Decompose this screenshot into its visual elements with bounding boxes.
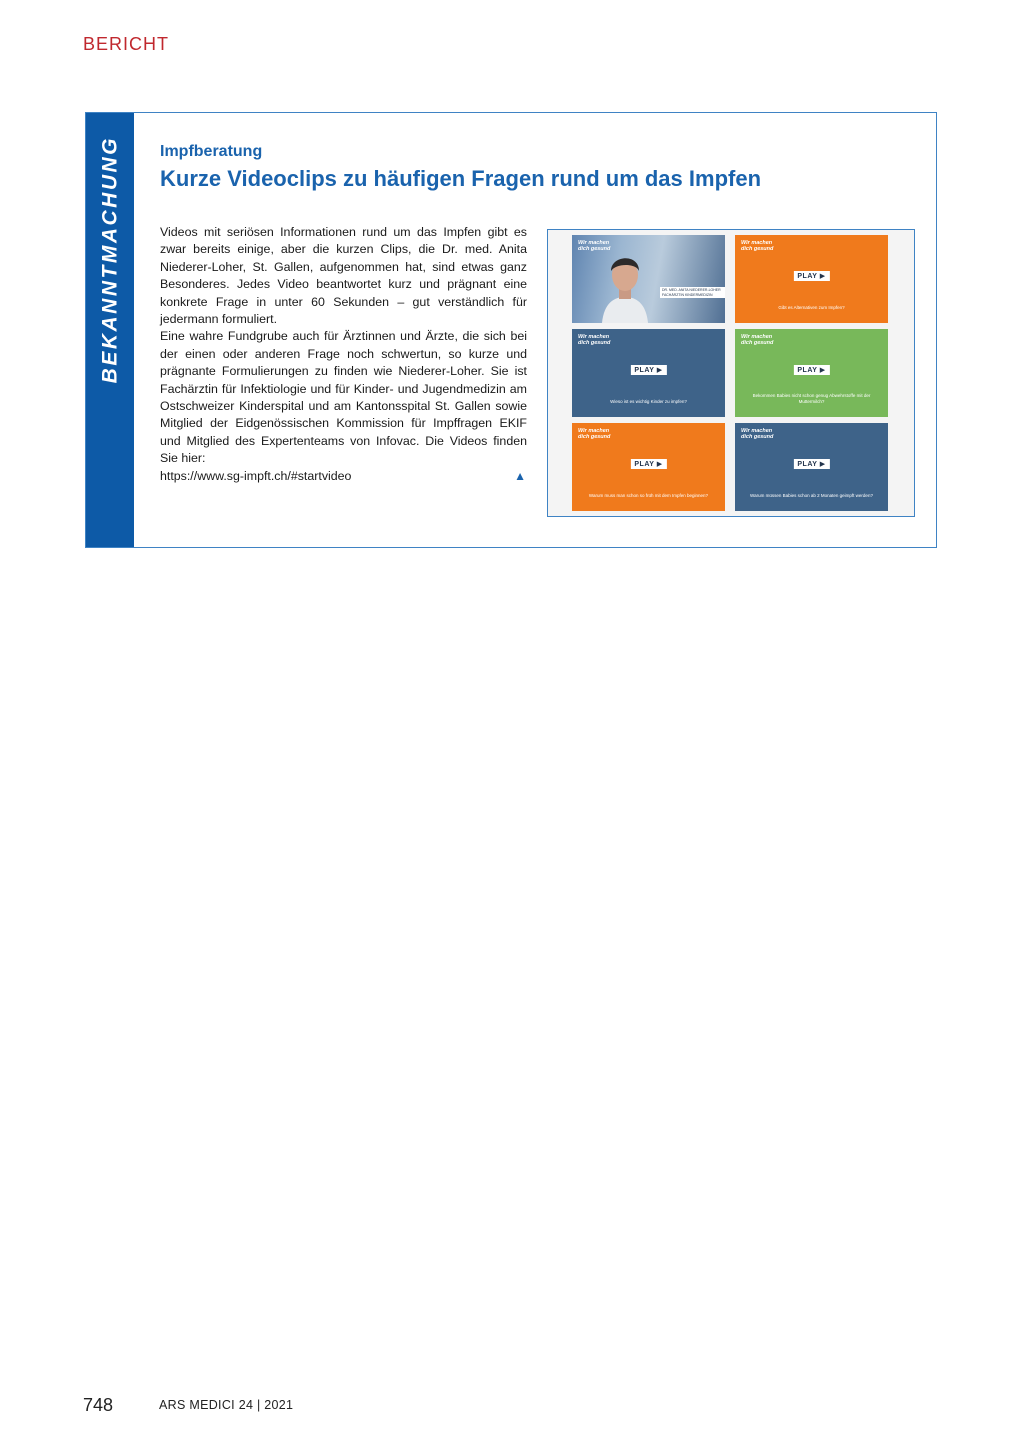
tile-logo: Wir machen dich gesund: [578, 240, 611, 252]
doctor-portrait-icon: [594, 243, 656, 323]
video-tile[interactable]: [572, 423, 725, 511]
link-line: [160, 468, 527, 485]
tile-logo: Wir machen dich gesund: [741, 240, 774, 252]
tile-caption: Wieso ist es wichtig Kinder zu impfen?: [610, 399, 687, 404]
tile-logo: Wir machen dich gesund: [578, 334, 611, 346]
sidebar-label: BEKANNTMACHUNG: [98, 136, 122, 384]
page-number: 748: [83, 1395, 114, 1415]
video-tile[interactable]: [735, 423, 888, 511]
video-tile[interactable]: [735, 235, 888, 323]
video-tile-portrait[interactable]: [572, 235, 725, 323]
tile-caption: Warum muss man schon so früh mit dem Impfen beginnen?: [588, 493, 709, 498]
play-button[interactable]: PLAY ▶: [630, 459, 666, 469]
video-link[interactable]: https://www.sg-impft.ch/#startvideo: [160, 468, 352, 483]
tile-caption: Warum müssen Babies schon ab 2 Monaten geimpft werden?: [750, 493, 873, 498]
section-label: BERICHT: [83, 34, 170, 54]
video-tile[interactable]: [735, 329, 888, 417]
play-button[interactable]: PLAY ▶: [793, 271, 829, 281]
article-title: Kurze Videoclips zu häufigen Fragen rund um das Impfen: [160, 166, 762, 191]
tile-caption: Bekommen Babies nicht schon genug Abwehrstoffe mit der Muttermilch?: [752, 393, 871, 404]
portrait-banner: DR. MED. ANITA NIEDERER-LOHER FACHÄRZTIN KINDERMEDIZIN: [660, 287, 725, 298]
tile-logo: Wir machen dich gesund: [741, 334, 774, 346]
play-button[interactable]: PLAY ▶: [630, 365, 666, 375]
play-button[interactable]: PLAY ▶: [793, 365, 829, 375]
tile-logo: Wir machen dich gesund: [741, 428, 774, 440]
tile-caption: Gibt es Alternativen zum Impfen?: [778, 305, 845, 310]
end-triangle-icon: ▲: [514, 468, 526, 483]
tile-logo: Wir machen dich gesund: [578, 428, 611, 440]
paragraph-2: Eine wahre Fundgrube auch für Ärztinnen und Ärzte, die sich bei der einen oder anderen Frage noch schwertun, so kurze und prägnante Formulierungen zu finden wie Niederer-Loher. Sie ist Fachärztin für Infektiologie und für Kinder- und Jugendmedizin am Ostschweizer Kinderspital und am Kantonsspital St. Gallen sowie Mitglied der Eidgenössischen Kommission für Impffragen EKIF und Mitglied des Expertenteams von Infovac. Die Videos finden Sie hier:: [160, 329, 527, 466]
sidebar: [86, 113, 134, 547]
play-button[interactable]: PLAY ▶: [793, 459, 829, 469]
article-body: [160, 224, 527, 485]
article-kicker: Impfberatung: [160, 143, 263, 160]
video-tile[interactable]: [572, 329, 725, 417]
journal-issue: ARS MEDICI 24 | 2021: [159, 1398, 294, 1412]
video-thumbnails-figure: [547, 229, 915, 517]
announcement-box: [85, 112, 937, 548]
paragraph-1: Videos mit seriösen Informationen rund um das Impfen gibt es zwar bereits einige, aber die kurzen Clips, die Dr. med. Anita Niederer-Loher, St. Gallen, aufgenommen hat, sind etwas ganz Besonderes. Jedes Video beantwortet kurz und prägnant eine konkrete Frage in unter 60 Sekunden – gut verständlich für jedermann formuliert.: [160, 225, 527, 327]
